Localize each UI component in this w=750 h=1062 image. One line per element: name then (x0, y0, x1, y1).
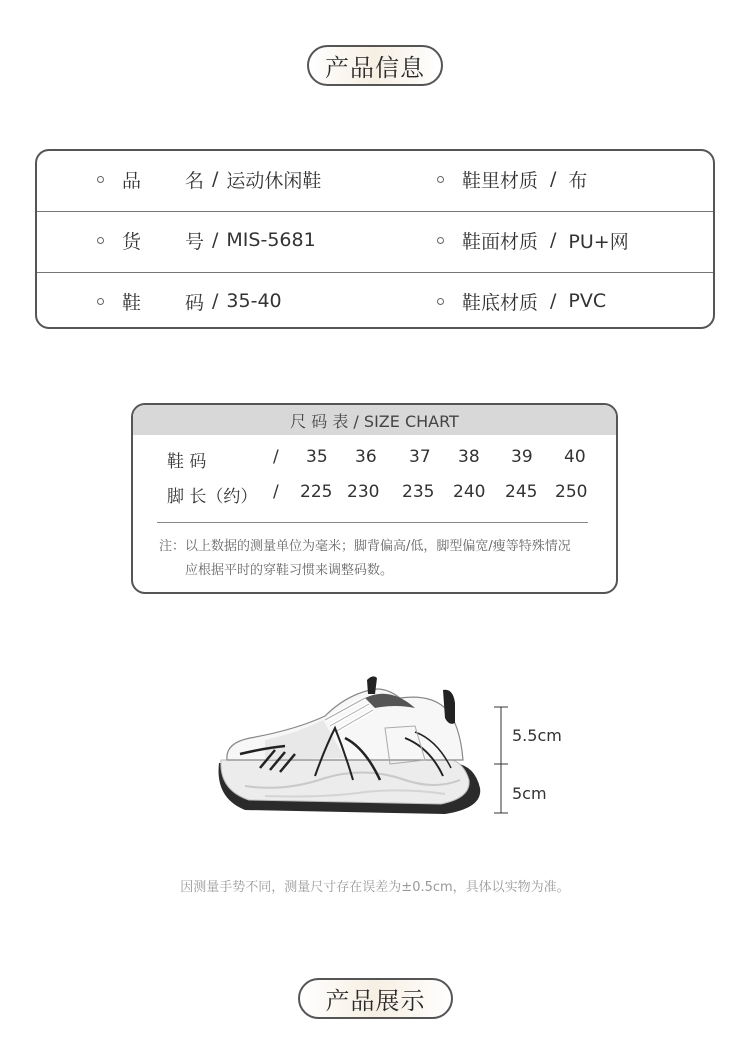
info-cell-item-number (97, 212, 316, 268)
info-value: PVC (568, 290, 607, 312)
size-value: 230 (347, 482, 380, 502)
size-row-label: 脚 长（约） (167, 487, 258, 507)
separator: / (273, 447, 279, 467)
size-value: 37 (409, 447, 431, 467)
size-value: 250 (555, 482, 588, 502)
note-line: 应根据平时的穿鞋习惯来调整码数。 (185, 563, 394, 578)
sneaker-illustration (205, 668, 495, 828)
upper-height-label: 5.5cm (512, 726, 562, 745)
size-chart (131, 403, 618, 594)
info-value: PU+网 (568, 230, 629, 253)
info-value: MIS-5681 (226, 229, 316, 251)
separator: / (212, 290, 219, 312)
info-label: 鞋底材质 (462, 291, 539, 314)
bullet-icon (437, 298, 444, 305)
size-value: 40 (564, 447, 586, 467)
size-value: 240 (453, 482, 486, 502)
separator: / (212, 168, 219, 190)
size-chart-note (159, 535, 571, 583)
size-value: 35 (306, 447, 328, 467)
info-label: 鞋面材质 (462, 230, 539, 253)
info-cell-name (97, 151, 321, 207)
info-cell-upper (437, 212, 629, 268)
separator: / (273, 482, 279, 502)
shoe-image (205, 668, 495, 828)
sole-height-label: 5cm (512, 784, 547, 803)
bullet-icon (437, 237, 444, 244)
size-row-shoe-size (133, 447, 616, 471)
size-value: 38 (458, 447, 480, 467)
bullet-icon (437, 176, 444, 183)
size-chart-divider (157, 522, 588, 523)
size-value: 245 (505, 482, 538, 502)
size-value: 225 (300, 482, 333, 502)
size-value: 39 (511, 447, 533, 467)
info-row (37, 151, 713, 207)
separator: / (550, 168, 557, 190)
bullet-icon (97, 298, 104, 305)
size-value: 36 (355, 447, 377, 467)
size-value: 235 (402, 482, 435, 502)
info-cell-lining (437, 151, 587, 207)
info-label: 货 号 (122, 230, 204, 253)
size-row-foot-length (133, 482, 616, 506)
height-measurement (490, 705, 570, 815)
product-info-table (35, 149, 715, 329)
info-cell-sole (437, 273, 606, 329)
measurement-footnote: 因测量手势不同，测量尺寸存在误差为±0.5cm，具体以实物为准。 (180, 880, 570, 895)
separator: / (550, 229, 557, 251)
separator: / (550, 290, 557, 312)
info-cell-size (97, 273, 282, 329)
info-value: 35-40 (226, 290, 282, 312)
measure-ruler-icon (490, 705, 510, 815)
size-row-label: 鞋 码 (167, 452, 207, 472)
size-chart-title: 尺 码 表 / SIZE CHART (133, 405, 616, 435)
info-label: 鞋里材质 (462, 169, 539, 192)
product-show-title: 产品展示 (298, 978, 453, 1019)
info-label: 品 名 (122, 169, 204, 192)
info-value: 运动休闲鞋 (226, 169, 322, 192)
separator: / (212, 229, 219, 251)
info-label: 鞋 码 (122, 291, 204, 314)
info-row (37, 212, 713, 268)
info-value: 布 (568, 169, 588, 192)
bullet-icon (97, 176, 104, 183)
info-row (37, 273, 713, 329)
note-line: 注：以上数据的测量单位为毫米；脚背偏高/低，脚型偏宽/瘦等特殊情况 (159, 539, 571, 554)
bullet-icon (97, 237, 104, 244)
product-info-title: 产品信息 (307, 45, 443, 86)
